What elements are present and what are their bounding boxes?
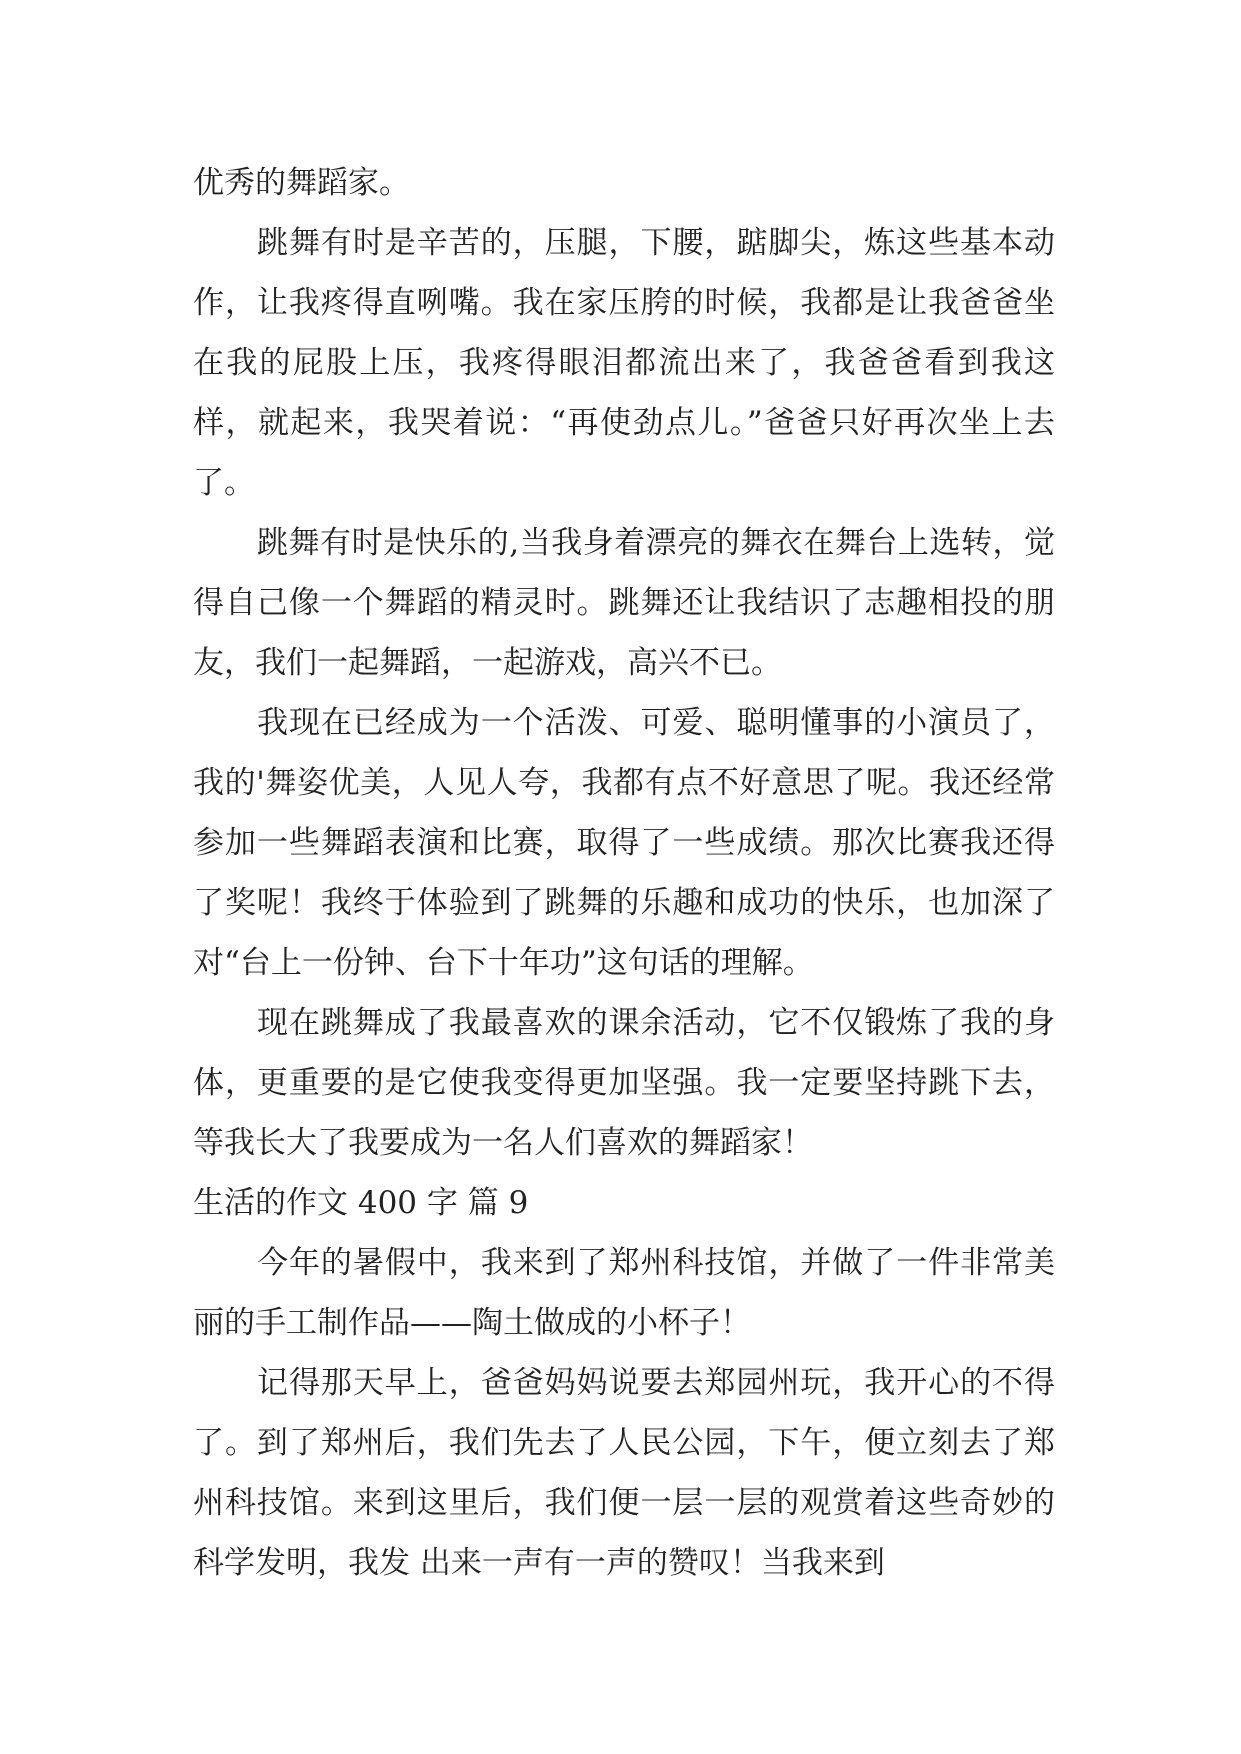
paragraph-summer-intro: 今年的暑假中，我来到了郑州科技馆，并做了一件非常美丽的手工制作品——陶土做成的小杯子！ bbox=[193, 1245, 1055, 1341]
paragraph-conclusion: 现在跳舞成了我最喜欢的课余活动，它不仅锻炼了我的身体，更重要的是它使我变得更加坚强。我一定要坚持跳下去，等我长大了我要成为一名人们喜欢的舞蹈家！ bbox=[193, 1005, 1055, 1161]
document-body bbox=[193, 153, 1055, 1593]
paragraph-achievement: 我现在已经成为一个活泼、可爱、聪明懂事的小演员了，我的'舞姿优美，人见人夸，我都有点不好意思了呢。我还经常参加一些舞蹈表演和比赛，取得了一些成绩。那次比赛我还得了奖呢！我终于体验到了跳舞的乐趣和成功的快乐，也加深了对“台上一份钟、台下十年功”这句话的理解。 bbox=[193, 705, 1055, 981]
paragraph-museum-visit: 记得那天早上，爸爸妈妈说要去郑园州玩，我开心的不得了。到了郑州后，我们先去了人民公园，下午，便立刻去了郑州科技馆。来到这里后，我们便一层一层的观赏着这些奇妙的科学发明，我发 出来一声有一声的赞叹！当我来到 bbox=[193, 1365, 1055, 1581]
paragraph-hard-times: 跳舞有时是辛苦的，压腿，下腰，踮脚尖，炼这些基本动作，让我疼得直咧嘴。我在家压胯的时候，我都是让我爸爸坐在我的屁股上压，我疼得眼泪都流出来了，我爸爸看到我这样，就起来，我哭着说：“再使劲点儿。”爸爸只好再次坐上去了。 bbox=[193, 225, 1055, 501]
paragraph-happy-times: 跳舞有时是快乐的,当我身着漂亮的舞衣在舞台上选转，觉得自己像一个舞蹈的精灵时。跳舞还让我结识了志趣相投的朋友，我们一起舞蹈，一起游戏，高兴不已。 bbox=[193, 525, 1055, 681]
paragraph-continuation: 优秀的舞蹈家。 bbox=[193, 165, 410, 201]
section-heading: 生活的作文 400 字 篇 9 bbox=[193, 1185, 529, 1221]
